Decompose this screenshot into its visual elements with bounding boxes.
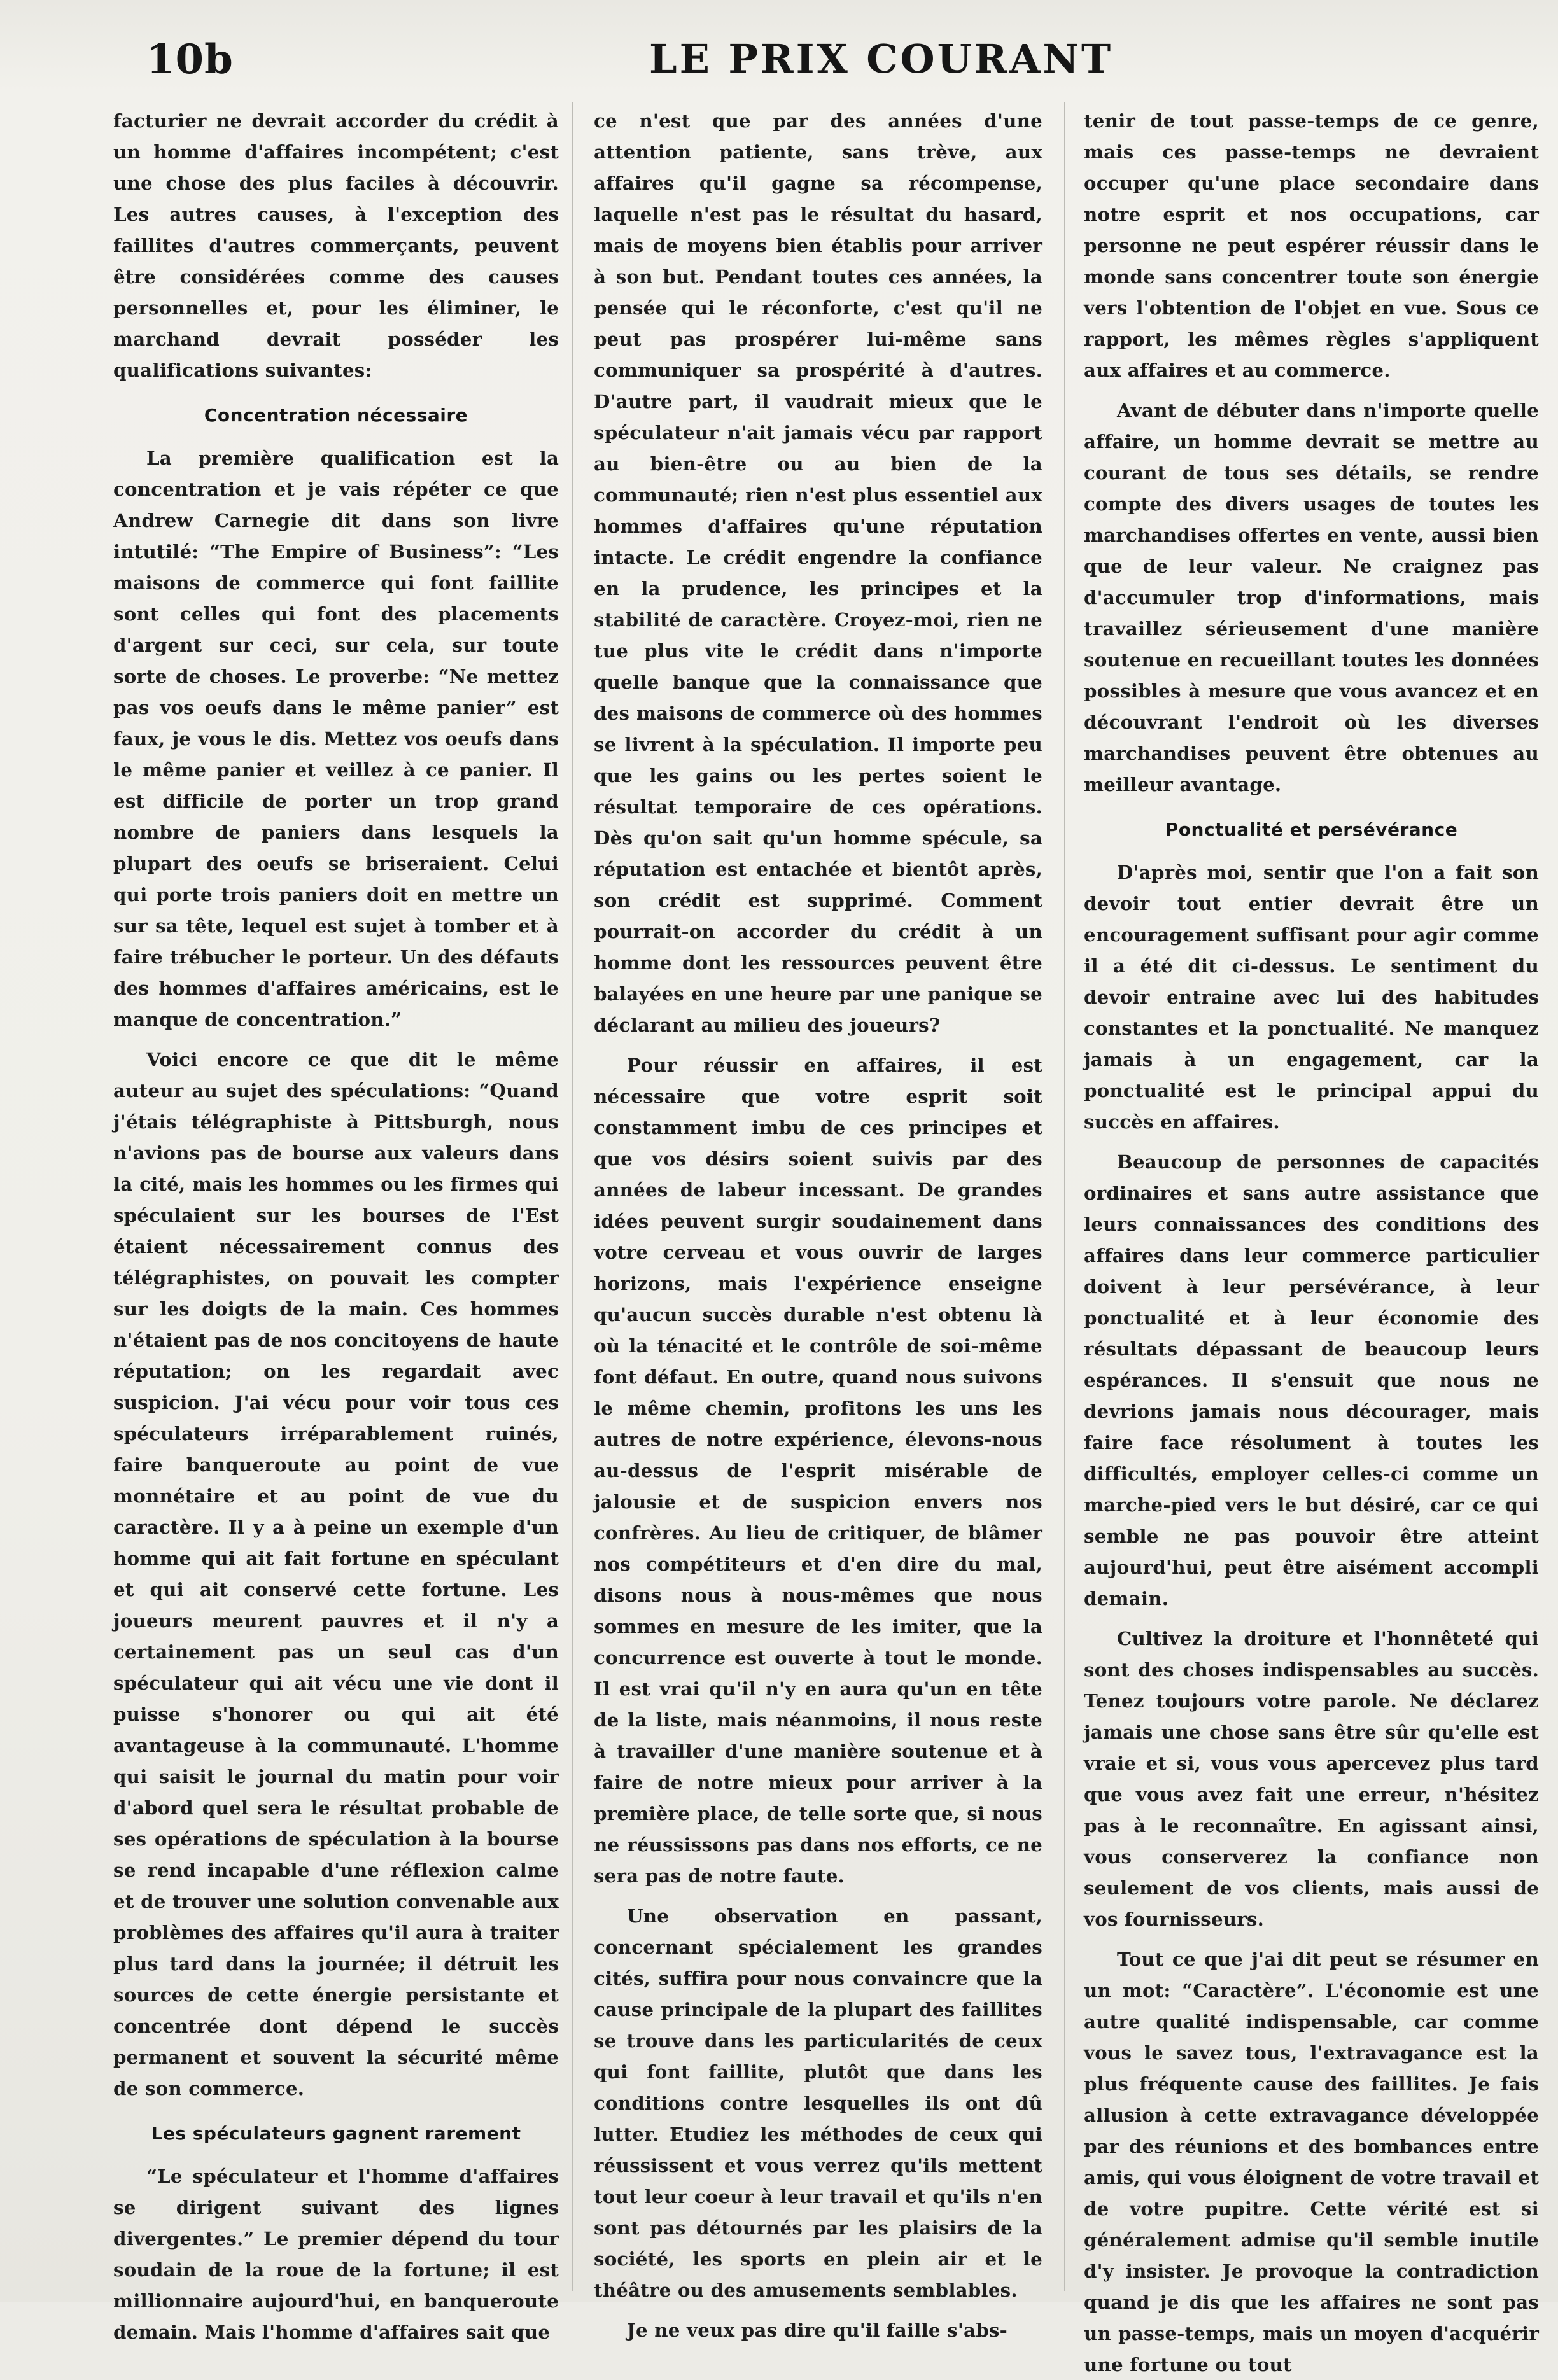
section-heading: Les spéculateurs gagnent rarement — [151, 2123, 521, 2144]
article-paragraph: Cultivez la droiture et l'honnêteté qui sont des choses indispensables au succès. Tenez toujours votre parole. Ne déclarez jamais une chose sans être sûr qu'elle est vraie et si, vous vous apercevez plus tard que vous avez fait une erreur, n'hésitez pas à le reconnaître. En agissant ainsi, vous conserverez la confiance non seulement de vos clients, mais aussi de vos fournisseurs. — [1084, 1627, 1539, 1930]
article-paragraph: D'après moi, sentir que l'on a fait son devoir tout entier devrait être un encouragement suffisant pour agir comme il a été dit ci-dessus. Le sentiment du devoir entraine avec lui des habitudes constantes et la ponctualité. Ne manquez jamais à un engagement, car la ponctualité est le principal appui du succès en affaires. — [1084, 861, 1539, 1133]
article-paragraph: Voici encore ce que dit le même auteur au sujet des spéculations: “Quand j'étais télégraphiste à Pittsburgh, nous n'avions pas de bourse aux valeurs dans la cité, mais les hommes ou les firmes qui spéculaient sur les bourses de l'Est étaient nécessairement connus des télégraphistes, on pouvait les compter sur les doigts de la main. Ces hommes n'étaient pas de nos concitoyens de haute réputation; on les regardait avec suspicion. J'ai vécu pour voir tous ces spéculateurs irréparablement ruinés, faire banqueroute au point de vue monnétaire et au point de vue du caractère. Il y a à peine un exemple d'un homme qui ait fait fortune en spéculant et qui ait conservé cette fortune. Les joueurs meurent pauvres et il n'y a certainement pas un seul cas d'un spéculateur qui ait vécu une vie dont il puisse s'honorer ou qui ait été avantageuse à la communauté. L'homme qui saisit le journal du matin pour voir d'abord quel sera le résultat probable de ses opérations de spéculation à la bourse se rend incapable d'une réflexion calme et de trouver une solution convenable aux problèmes des affaires qu'il aura à traiter plus tard dans la journée; il détruit les sources de cette énergie persistante et concentrée dont dépend le succès permanent et souvent la sécurité même de son commerce. — [113, 1048, 559, 2099]
page-number: 10b — [146, 36, 234, 83]
section-heading: Concentration nécessaire — [204, 405, 468, 426]
column-2 — [594, 105, 1042, 2341]
article-paragraph: Pour réussir en affaires, il est nécessaire que votre esprit soit constamment imbu de ces principes et que vos désirs soient suivis par des années de labeur incessant. De grandes idées peuvent surgir soudainement dans votre cerveau et vous ouvrir de larges horizons, mais l'expérience enseigne qu'aucun succès durable n'est obtenu là où la ténacité et le contrôle de soi-même font défaut. En outre, quand nous suivons le même chemin, profitons les uns les autres de notre expérience, élevons-nous au-dessus de l'esprit misérable de jalousie et de suspicion envers nos confrères. Au lieu de critiquer, de blâmer nos compétiteurs et d'en dire du mal, disons nous à nous-mêmes que nous sommes en mesure de les imiter, que la concurrence est ouverte à tout le monde. Il est vrai qu'il n'y en aura qu'un en tête de la liste, mais néanmoins, il nous reste à travailler d'une manière soutenue et à faire de notre mieux pour arriver à la première place, de telle sorte que, si nous ne réussissons pas dans nos efforts, ce ne sera pas de notre faute. — [594, 1054, 1042, 1887]
column-3 — [1084, 105, 1539, 2376]
article-paragraph: Avant de débuter dans n'importe quelle affaire, un homme devrait se mettre au courant de tous ses détails, se rendre compte des divers usages de toutes les marchandises offertes en vente, aussi bien que de leur valeur. Ne craignez pas d'accumuler trop d'informations, mais travaillez sérieusement d'une manière soutenue en recueillant toutes les données possibles à mesure que vous avancez et en découvrant l'endroit où les diverses marchandises peuvent être obtenues au meilleur avantage. — [1084, 399, 1539, 795]
article-paragraph: Je ne veux pas dire qu'il faille s'abs- — [627, 2319, 1007, 2341]
article-columns — [113, 105, 1539, 2376]
continued-paragraph: ce n'est que par des années d'une attention patiente, sans trève, aux affaires qu'il gagne sa récompense, laquelle n'est pas le résultat du hasard, mais de moyens bien établis pour arriver à son but. Pendant toutes ces années, la pensée qui le réconforte, c'est qu'il ne peut pas prospérer lui-même sans communiquer sa prospérité à d'autres. D'autre part, il vaudrait mieux que le spéculateur n'ait jamais vécu par rapport au bien-être ou au bien de la communauté; rien n'est plus essentiel aux hommes d'affaires qu'une réputation intacte. Le crédit engendre la confiance en la prudence, les principes et la stabilité de caractère. Croyez-moi, rien ne tue plus vite le crédit dans n'importe quelle banque que la connaissance que des maisons de commerce où des hommes se livrent à la spéculation. Il importe peu que les gains ou les pertes soient le résultat temporaire de ces opérations. Dès qu'on sait qu'un homme spécule, sa réputation est entachée et bientôt après, son crédit est supprimé. Comment pourrait-on accorder du crédit à un homme dont les ressources peuvent être balayées en une heure par une panique se déclarant au milieu des joueurs? — [594, 109, 1042, 1036]
article-paragraph: “Le spéculateur et l'homme d'affaires se dirigent suivant des lignes divergentes.” Le premier dépend du tour soudain de la roue de la fortune; il est millionnaire aujourd'hui, en banqueroute demain. Mais l'homme d'affaires sait que — [113, 2165, 559, 2343]
continued-paragraph: tenir de tout passe-temps de ce genre, mais ces passe-temps ne devraient occuper qu'une place secondaire dans notre esprit et nos occupations, car personne ne peut espérer réussir dans le monde sans concentrer toute son énergie vers l'obtention de l'objet en vue. Sous ce rapport, les mêmes règles s'appliquent aux affaires et au commerce. — [1084, 109, 1539, 381]
article-paragraph: La première qualification est la concentration et je vais répéter ce que Andrew Carnegie dit dans son livre intutilé: “The Empire of Business”: “Les maisons de commerce qui font faillite sont celles qui font des placements d'argent sur ceci, sur cela, sur toute sorte de choses. Le proverbe: “Ne mettez pas vos oeufs dans le même panier” est faux, je vous le dis. Mettez vos oeufs dans le même panier et veillez à ce panier. Il est difficile de porter un trop grand nombre de paniers dans lesquels la plupart des oeufs se briseraient. Celui qui porte trois paniers doit en mettre un sur sa tête, lequel est sujet à tomber et à faire trébucher le porteur. Un des défauts des hommes d'affaires américains, est le manque de concentration.” — [113, 447, 559, 1030]
article-paragraph: Tout ce que j'ai dit peut se résumer en un mot: “Caractère”. L'économie est une autre qualité indispensable, car comme vous le savez tous, l'extravagance est la plus fréquente cause des faillites. Je fais allusion à cette extravagance développée par des réunions et des bombances entre amis, qui vous éloignent de votre travail et de votre pupitre. Cette vérité est si généralement admise qu'il semble inutile d'y insister. Je provoque la contradiction quand je dis que les affaires ne sont pas un passe-temps, mais un moyen d'acquérir une fortune ou tout — [1084, 1948, 1539, 2376]
article-paragraph: Beaucoup de personnes de capacités ordinaires et sans autre assistance que leurs connaissances des conditions des affaires dans leur commerce particulier doivent à leur persévérance, à leur ponctualité et à leur économie des résultats dépassant de beaucoup leurs espérances. Il s'ensuit que nous ne devrions jamais nous décourager, mais faire face résolument à toutes les difficultés, employer celles-ci comme un marche-pied vers le but désiré, car ce qui semble ne pas pouvoir être atteint aujourd'hui, peut être aisément accompli demain. — [1084, 1151, 1539, 1609]
newspaper-title: LE PRIX COURANT — [649, 36, 1114, 82]
article-paragraph: Une observation en passant, concernant spécialement les grandes cités, suffira pour nous convaincre que la cause principale de la plupart des faillites se trouve dans les particularités de ceux qui font faillite, plutôt que dans les conditions contre lesquelles ils ont dû lutter. Etudiez les méthodes de ceux qui réussissent et vous verrez qu'ils mettent tout leur coeur à leur travail et qu'ils n'en sont pas détournés par les plaisirs de la société, les sports en plein air et le théâtre ou des amusements semblables. — [594, 1905, 1042, 2301]
continued-paragraph: facturier ne devrait accorder du crédit à un homme d'affaires incompétent; c'est une chose des plus faciles à découvrir. Les autres causes, à l'exception des faillites d'autres commerçants, peuvent être considérées comme des causes personnelles et, pour les éliminer, le marchand devrait posséder les qualifications suivantes: — [113, 109, 559, 381]
page-header — [127, 28, 1558, 98]
section-heading: Ponctualité et persévérance — [1165, 819, 1458, 840]
column-1 — [113, 105, 559, 2343]
